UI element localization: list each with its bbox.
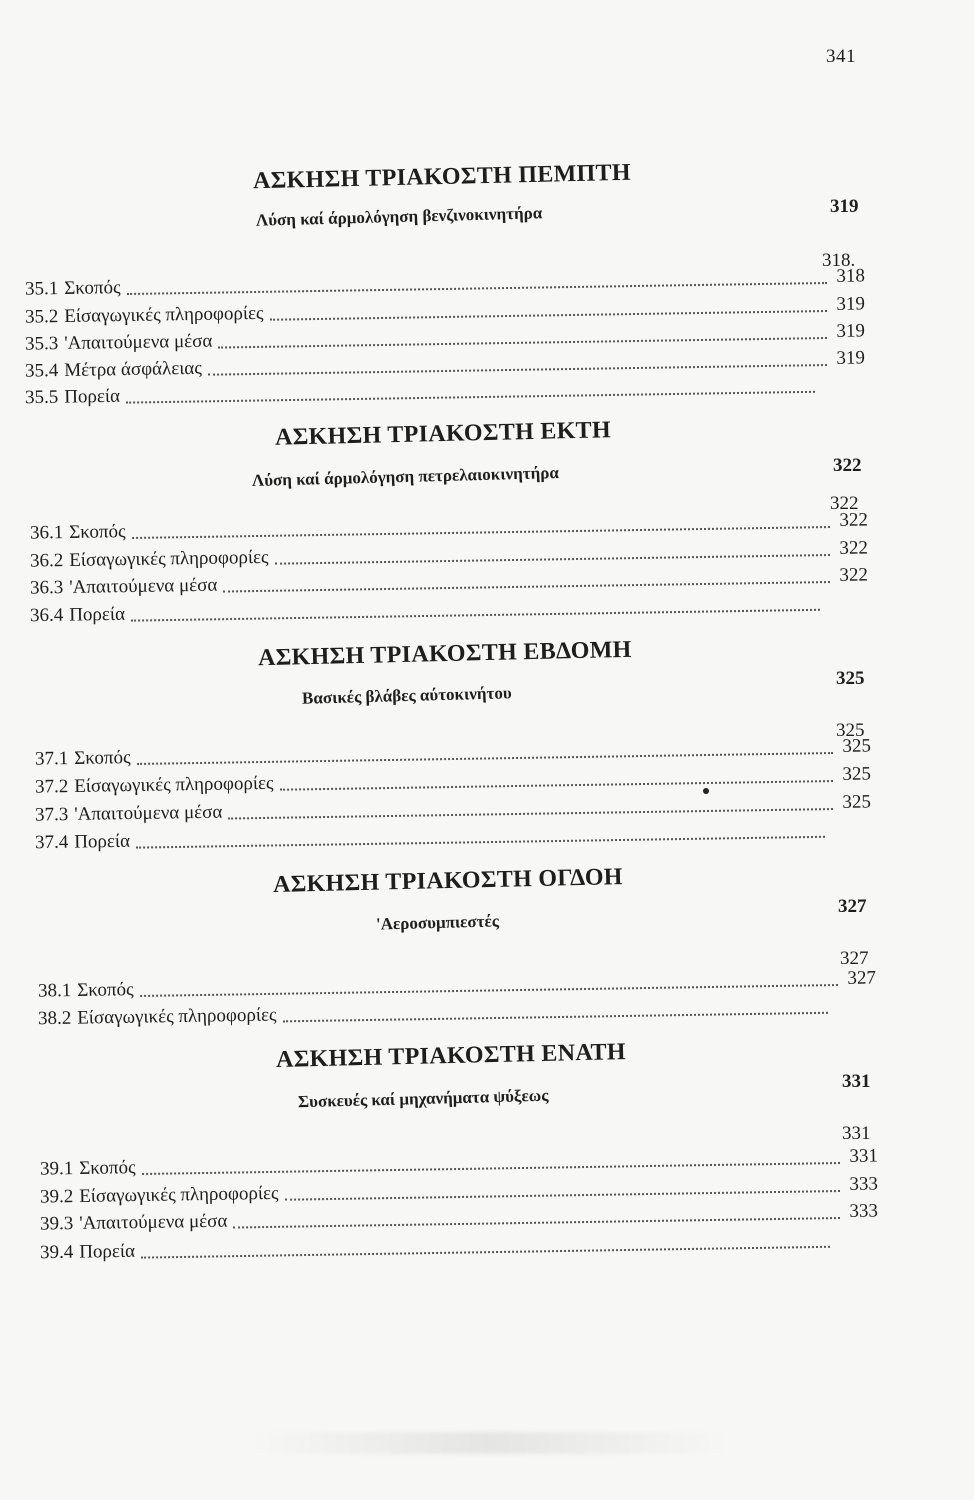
dot-leader [136, 836, 825, 849]
toc-entry-num: 39.1 [39, 1158, 74, 1180]
toc-entry-label: Μέτρα άσφάλειας [64, 357, 202, 381]
dot-leader [142, 1162, 840, 1175]
toc-entry-num: 35.2 [24, 306, 59, 328]
toc-entry-num: 37.1 [34, 748, 69, 770]
toc-entry-page: 325 [842, 763, 872, 785]
toc-entry-num: 38.2 [37, 1007, 72, 1030]
toc-entry-num: 35.1 [24, 278, 59, 300]
dot-leader [208, 364, 827, 376]
dot-leader [131, 609, 820, 622]
toc-entry-page: 322 [839, 509, 869, 531]
toc-entry-page: 325 [842, 735, 872, 757]
chapter-subtitle: Βασικές βλάβες αύτοκινήτου [301, 683, 512, 708]
toc-entry-label: Είσαγωγικές πληροφορίες [69, 546, 269, 571]
toc-entry-label: Σκοπός [79, 1157, 136, 1179]
chapter-title: ΑΣΚΗΣΗ ΤΡΙΑΚΟΣΤΗ ΕΝΑΤΗ [275, 1039, 627, 1073]
chapter-page: 319 [830, 196, 859, 217]
chapter-subtitle: Συσκευές καί μηχανήματα ψύξεως [297, 1085, 549, 1112]
dot-leader [233, 1217, 839, 1229]
dot-leader [283, 1012, 828, 1023]
dot-leader [127, 282, 827, 295]
toc-entry-num: 36.3 [29, 577, 64, 599]
toc-entry-num: 35.4 [24, 360, 59, 382]
toc-entry-label: Σκοπός [74, 747, 131, 769]
toc-entry-page: 325 [842, 791, 872, 813]
dot-leader [270, 310, 827, 321]
toc-entry-num: 39.3 [39, 1213, 74, 1235]
dot-leader [137, 752, 833, 765]
toc-entry-page: 319 [836, 293, 866, 315]
toc-entry-num: 39.4 [39, 1241, 74, 1264]
toc-entry-page: 333 [849, 1200, 879, 1222]
chapter-subtitle: Λύση καί άρμολόγηση βενζινοκινητήρα [255, 203, 543, 230]
dot-leader [126, 391, 815, 404]
toc-entry-page: 322 [839, 537, 869, 559]
toc-entry-num: 37.3 [34, 804, 69, 826]
toc-entry-page: 327 [847, 967, 877, 989]
chapter-title: ΑΣΚΗΣΗ ΤΡΙΑΚΟΣΤΗ ΕΚΤΗ [274, 417, 612, 451]
toc-entry-num: 35.3 [24, 333, 59, 355]
toc-page-lead: 318. [822, 250, 856, 271]
chapter-subtitle: Λύση καί άρμολόγηση πετρελαιοκινητήρα [251, 462, 560, 491]
toc-entry-label: Πορεία [79, 1240, 136, 1263]
toc-entry-label: Είσαγωγικές πληροφορίες [64, 302, 264, 327]
toc-entry-label: Σκοπός [64, 277, 121, 299]
toc-entry-label: Είσαγωγικές πληροφορίες [74, 772, 274, 797]
toc-entry-num: 37.4 [34, 831, 69, 854]
toc-entry-num: 35.5 [24, 386, 59, 409]
toc-entry-label: 'Απαιτούμενα μέσα [74, 801, 223, 825]
toc-entry-page: 331 [849, 1145, 879, 1167]
toc-page-lead: 325 [836, 720, 865, 741]
chapter-page: 327 [838, 896, 867, 917]
toc-entry-label: Σκοπός [69, 521, 126, 543]
toc-entry-page: 318 [836, 265, 866, 287]
toc-entry-label: 'Απαιτούμενα μέσα [69, 574, 218, 598]
toc-entry-label: Πορεία [74, 830, 131, 853]
toc-entry-num: 39.2 [39, 1186, 74, 1208]
toc-entry-page: 333 [849, 1173, 879, 1195]
toc-entry-page: 319 [836, 347, 866, 369]
page-number: 341 [826, 46, 856, 67]
stray-ink-dot [703, 788, 709, 794]
chapter-title: ΑΣΚΗΣΗ ΤΡΙΑΚΟΣΤΗ ΠΕΜΠΤΗ [252, 159, 632, 195]
dot-leader [141, 1246, 830, 1259]
dot-leader [285, 1190, 840, 1201]
chapter-page: 325 [836, 668, 865, 689]
toc-entry-num: 36.1 [29, 522, 64, 544]
chapter-subtitle: 'Αεροσυμπιεστές [375, 911, 500, 934]
toc-entry-num: 38.1 [37, 980, 72, 1002]
dot-leader [275, 554, 830, 565]
toc-entry-num: 36.4 [29, 604, 64, 627]
dot-leader [218, 337, 826, 349]
dot-leader [132, 526, 830, 539]
dot-leader [223, 581, 829, 593]
toc-entry-label: Πορεία [64, 385, 121, 408]
dot-leader [228, 808, 832, 819]
toc-page-lead: 322 [830, 493, 859, 514]
toc-entry-num: 37.2 [34, 776, 69, 798]
toc-page-lead: 331 [842, 1123, 871, 1144]
chapter-page: 322 [833, 455, 862, 476]
dot-leader [140, 984, 838, 997]
show-through-bleed [250, 1432, 730, 1454]
toc-entry-label: Είσαγωγικές πληροφορίες [79, 1182, 279, 1207]
chapter-title: ΑΣΚΗΣΗ ΤΡΙΑΚΟΣΤΗ ΕΒΔΟΜΗ [257, 636, 632, 672]
dot-leader [280, 780, 833, 791]
toc-entry-page: 319 [836, 320, 866, 342]
chapter-page: 331 [842, 1071, 871, 1092]
toc-entry-label: 'Απαιτούμενα μέσα [64, 330, 213, 354]
toc-entry-label: 'Απαιτούμενα μέσα [79, 1210, 228, 1234]
chapter-title: ΑΣΚΗΣΗ ΤΡΙΑΚΟΣΤΗ ΟΓΔΟΗ [272, 864, 624, 898]
toc-entry-num: 36.2 [29, 550, 64, 572]
toc-entry-label: Πορεία [69, 603, 126, 626]
toc-page-lead: 327 [840, 948, 869, 969]
toc-entry-label: Σκοπός [77, 979, 134, 1001]
toc-entry-page: 322 [839, 564, 869, 586]
toc-entry-label: Είσαγωγικές πληροφορίες [77, 1004, 277, 1029]
